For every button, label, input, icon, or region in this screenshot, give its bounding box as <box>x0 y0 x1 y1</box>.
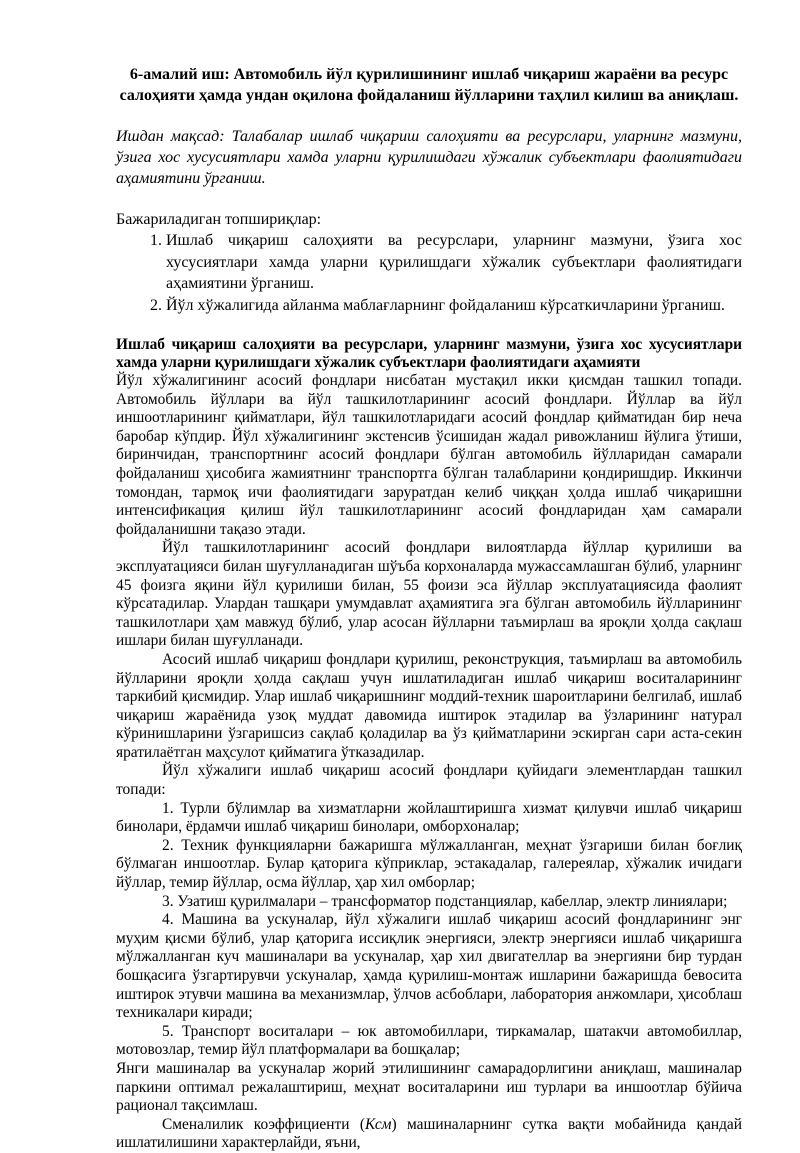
paragraph-2: Йўл ташкилотларининг асосий фондлари вилоятларда йўллар қурилиши ва эксплуатацияси билан шуғулланадиган шўъба корхоналарда мужассамлашган бўлиб, уларнинг 45 фоизга яқини йўл қурилиши билан, 55 фоизи эса йўллар эксплуатациясида фаолият кўрсатадилар. Улардан ташқари умумдавлат аҳамиятига эга бўлган автомобиль йўлларининг ташкилотлари ҳам мавжуд бўлиб, улар асосан йўлларни таъмирлаш ва яроқли ҳолда сақлаш ишлари билан шуғулланади. <box>116 539 742 650</box>
paragraph-6-start: Сменалилик коэффициенти ( <box>162 1115 365 1133</box>
tasks-heading: Бажариладиган топшириқлар: <box>116 211 322 228</box>
paragraph-6-end: ) машиналарнинг сутка вақти мобайнида қандай ишлатилишини характерлайди, яъни, <box>116 1115 743 1152</box>
section-heading: Ишлаб чиқариш салоҳияти ва ресурслари, уларнинг мазмуни, ўзига хос хусусиятлари хамда уларни қурилишдаги хўжалик субъектлари фаолиятидаги аҳамияти <box>116 336 742 371</box>
task-item: 2. Йўл хўжалигида айланма маблағларнинг фойдаланиш кўрсаткичларини ўрганиш. <box>166 295 742 317</box>
document-page <box>116 64 742 1153</box>
task-item: 1. Ишлаб чиқариш салоҳияти ва ресурслари, уларнинг мазмуни, ўзига хос хусусиятлари хамда уларни қурилишдаги хўжалик субъектлари фаолиятидаги аҳамиятини ўрганиш. <box>166 230 742 295</box>
paragraph-4: Йўл хўжалиги ишлаб чиқариш асосий фондлари қуйидаги элементлардан ташкил топади: <box>116 762 742 799</box>
tasks-list <box>116 230 742 316</box>
list-item: 2. Техник функцияларни бажаришга мўлжалланган, меҳнат ўзгариши билан боғлиқ бўлмаган иншоотлар. Булар қаторига кўприклар, эстакадалар, галереялар, хўжалик ичидаги йўллар, темир йўллар, осма йўллар, ҳар хил омборлар; <box>116 836 742 892</box>
document-title: 6-амалий иш: Автомобиль йўл қурилишининг ишлаб чиқариш жараёни ва ресурс салоҳияти ҳамда ундан оқилона фойдаланиш йўлларини таҳлил килиш ва аниқлаш. <box>119 66 739 104</box>
list-item: 4. Машина ва ускуналар, йўл хўжалиги ишлаб чиқариш асосий фондларининг энг муҳим қисми бўлиб, улар қаторига иссиқлик энергияси, электр энергияси ишлаб чиқаришга мўлжалланган куч машиналари ва ускуналар, ҳар хил двигателлар ва энергияни бир турдан бошқасига ўзгартирувчи ускуналар, ҳамда қурилиш-монтаж ишларини бажаришда бевосита иштирок этувчи машина ва механизмлар, ўлчов асбоблари, лаборатория анжомлари, ҳисоблаш техникалари киради; <box>116 911 742 1022</box>
list-item: 5. Транспорт воситалари – юк автомобиллари, тиркамалар, шатакчи автомобиллар, мотовозлар, темир йўл платформалари ва бошқалар; <box>116 1022 742 1059</box>
paragraph-6 <box>116 1116 742 1153</box>
purpose-paragraph: Ишдан мақсад: Талабалар ишлаб чиқариш салоҳияти ва ресурслари, уларнинг мазмуни, ўзига хос хусусиятлари хамда уларни қурилишдаги хўжалик субъектлари фаолиятидаги аҳамиятини ўрганиш. <box>116 128 742 187</box>
coefficient-symbol: Ксм <box>364 1115 392 1133</box>
paragraph-5: Янги машиналар ва ускуналар жорий этилишининг самарадорлигини аниқлаш, машиналар паркини оптимал режалаштириш, меҳнат воситаларини иш турлари ва иншоотлар бўйича рационал тақсимлаш. <box>116 1059 742 1115</box>
paragraph-1: Йўл хўжалигининг асосий фондлари нисбатан мустақил икки қисмдан ташкил топади. Автомобиль йўллари ва йўл ташкилотларининг асосий фондлари. Йўллар ва йўл иншоотларининг қийматлари, йўл ташкилотларидаги асосий фондлар қийматидан бир неча баробар кўпдир. Йўл хўжалигининг экстенсив ўсишидан жадал ривожланиш йўлига ўтиши, биринчидан, транспортнинг асосий фондлари бўлган автомобиль йўлларидан самарали фойдаланиш ҳисобига жамиятнинг транспортга бўлган талабларини қондиришдир. Иккинчи томондан, тармоқ ичи фаолиятидаги заруратдан келиб чиққан ҳолда ишлаб чиқаришни интенсификация қилиш йўл ташкилотларининг асосий фондларидан ҳам самарали фойдаланишни тақазо этади. <box>116 372 742 538</box>
list-item: 1. Турли бўлимлар ва хизматларни жойлаштиришга хизмат қилувчи ишлаб чиқариш бинолари, ёрдамчи ишлаб чиқариш бинолари, омборхоналар; <box>116 799 742 836</box>
paragraph-3: Асосий ишлаб чиқариш фондлари қурилиш, реконструкция, таъмирлаш ва автомобиль йўлларини яроқли ҳолда сақлаш учун ишлатиладиган ишлаб чиқариш воситаларининг таркибий қисмидир. Улар ишлаб чиқаришнинг моддий-техник шароитларини белгилаб, ишлаб чиқариш жараёнида узоқ муддат давомида иштирок этадилар ва ўзларининг натурал кўринишларини ўзгаришсиз сақлаб қоладилар ва ўз қийматларини эскирган сари аста-секин яратилаётган маҳсулот қийматига ўтказадилар. <box>116 650 742 761</box>
list-item: 3. Узатиш қурилмалари – трансформатор подстанциялар, кабеллар, электр линиялари; <box>162 892 728 910</box>
